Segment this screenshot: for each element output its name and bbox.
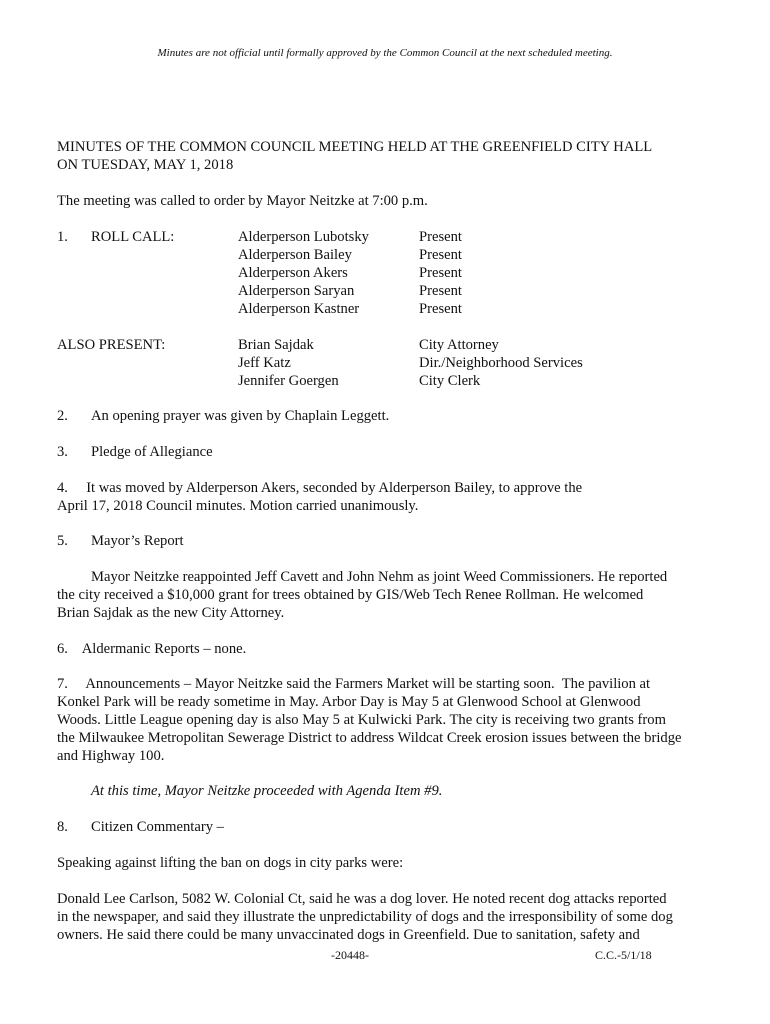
also-present-name: Jennifer Goergen: [238, 373, 339, 389]
item-3-text: Pledge of Allegiance: [91, 444, 213, 460]
footer-reference: C.C.-5/1/18: [595, 948, 652, 962]
agenda-note: At this time, Mayor Neitzke proceeded with Agenda Item #9.: [91, 783, 443, 799]
item-3-number: 3.: [57, 444, 68, 460]
also-present-role: Dir./Neighborhood Services: [419, 355, 583, 371]
document-title-line-1: MINUTES OF THE COMMON COUNCIL MEETING HELD AT THE GREENFIELD CITY HALL: [57, 139, 653, 155]
roll-call-member-status: Present: [419, 229, 462, 245]
item-5-number: 5.: [57, 533, 68, 549]
also-present-role: City Attorney: [419, 337, 499, 353]
roll-call-member-status: Present: [419, 301, 462, 317]
item-7-line: the Milwaukee Metropolitan Sewerage District to address Wildcat Creek erosion issues between the bridge: [57, 730, 682, 746]
roll-call-member-name: Alderperson Akers: [238, 265, 348, 281]
roll-call-member-name: Alderperson Lubotsky: [238, 229, 369, 245]
carlson-statement-line: owners. He said there could be many unvaccinated dogs in Greenfield. Due to sanitation, safety and: [57, 927, 640, 943]
roll-call-label: ROLL CALL:: [91, 229, 175, 245]
roll-call-number: 1.: [57, 229, 68, 245]
item-7-line: Woods. Little League opening day is also May 5 at Kulwicki Park. The city is receiving two grants from: [57, 712, 666, 728]
item-4-line: 4. It was moved by Alderperson Akers, seconded by Alderperson Bailey, to approve the: [57, 480, 583, 496]
item-8-number: 8.: [57, 819, 68, 835]
item-6-aldermanic-reports: 6. Aldermanic Reports – none.: [57, 641, 247, 657]
carlson-statement-line: Donald Lee Carlson, 5082 W. Colonial Ct, said he was a dog lover. He noted recent dog attacks reported: [57, 891, 667, 907]
item-7-line: Konkel Park will be ready sometime in May. Arbor Day is May 5 at Glenwood School at Glenwood: [57, 694, 641, 710]
carlson-statement-line: in the newspaper, and said they illustrate the unpredictability of dogs and the irresponsibility of some dog: [57, 909, 673, 925]
item-4-line: April 17, 2018 Council minutes. Motion carried unanimously.: [57, 498, 419, 514]
speaking-against-intro: Speaking against lifting the ban on dogs in city parks were:: [57, 855, 404, 871]
disclaimer: Minutes are not official until formally approved by the Common Council at the next scheduled meeting.: [157, 47, 613, 59]
item-2-number: 2.: [57, 408, 68, 424]
mayors-report-line: Mayor Neitzke reappointed Jeff Cavett and John Nehm as joint Weed Commissioners. He reported: [91, 569, 668, 585]
item-5-heading: Mayor’s Report: [91, 533, 184, 549]
roll-call-member-status: Present: [419, 283, 462, 299]
also-present-label: ALSO PRESENT:: [57, 337, 166, 353]
call-to-order: The meeting was called to order by Mayor Neitzke at 7:00 p.m.: [57, 193, 428, 209]
also-present-name: Jeff Katz: [238, 355, 291, 371]
footer-page-number: -20448-: [331, 948, 369, 962]
item-8-heading: Citizen Commentary –: [91, 819, 224, 835]
document-title-line-2: ON TUESDAY, MAY 1, 2018: [57, 157, 234, 173]
roll-call-member-status: Present: [419, 265, 462, 281]
roll-call-member-name: Alderperson Saryan: [238, 283, 355, 299]
item-7-line: and Highway 100.: [57, 748, 165, 764]
roll-call-member-name: Alderperson Bailey: [238, 247, 352, 263]
mayors-report-line: the city received a $10,000 grant for trees obtained by GIS/Web Tech Renee Rollman. He welcomed: [57, 587, 644, 603]
also-present-role: City Clerk: [419, 373, 481, 389]
mayors-report-line: Brian Sajdak as the new City Attorney.: [57, 605, 285, 621]
roll-call-member-status: Present: [419, 247, 462, 263]
item-2-text: An opening prayer was given by Chaplain Leggett.: [91, 408, 390, 424]
also-present-name: Brian Sajdak: [238, 337, 314, 353]
item-7-line: 7. Announcements – Mayor Neitzke said the Farmers Market will be starting soon. The pavilion at: [57, 676, 651, 692]
roll-call-member-name: Alderperson Kastner: [238, 301, 360, 317]
